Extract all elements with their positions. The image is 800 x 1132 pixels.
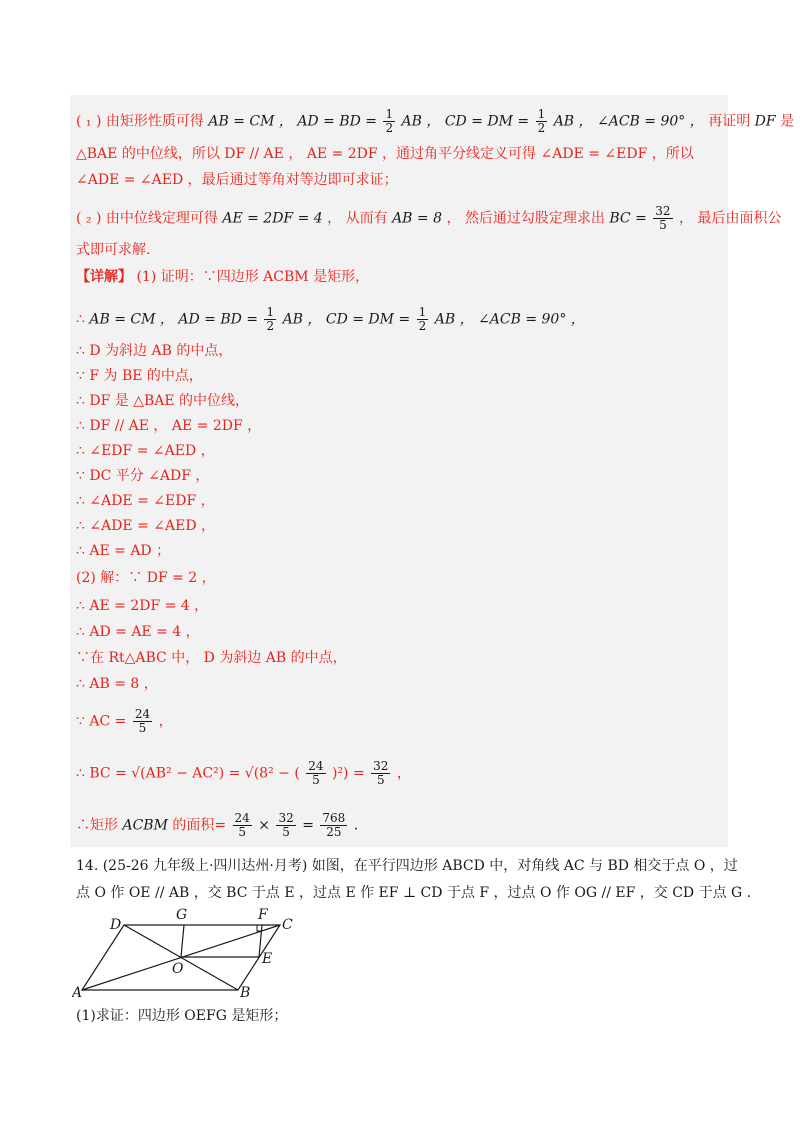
therefore-symbol: ∴ (76, 311, 85, 328)
fraction-den: 5 (238, 825, 246, 839)
detail-line-14: ∴ AD = AE = 4 ， (76, 624, 200, 640)
punctuation: ， (158, 713, 173, 730)
label-a: A (72, 985, 83, 1000)
fraction-num: 768 (322, 811, 346, 825)
detail-line-6: ∴ DF // AE ， AE = 2DF ， (76, 418, 262, 434)
analysis-text: ( ₂ ) 由中位线定理可得 (76, 210, 218, 227)
label-o: O (172, 961, 184, 977)
analysis-line-1 (76, 108, 794, 135)
fraction-half (383, 108, 395, 135)
detail-line-17 (76, 708, 173, 735)
fraction-num: 32 (655, 204, 671, 218)
label-d: D (110, 917, 122, 933)
analysis-text: ， 最后由面积公 (679, 210, 782, 227)
detail-line-10: ∴ ∠ADE = ∠AED ， (76, 518, 216, 534)
analysis-text: ， 从而有 (327, 210, 388, 227)
math-expr: ∵ AC = (76, 713, 127, 730)
fraction-num: 1 (385, 107, 394, 121)
parallelogram-figure (72, 905, 302, 1000)
math-expr: )²) = (331, 765, 365, 782)
punctuation: . (353, 817, 359, 834)
fraction-den: 2 (418, 319, 427, 333)
math-expr: AB ， (434, 311, 474, 328)
analysis-text: ， 然后通过勾股定理求出 (446, 210, 605, 227)
fraction-area (320, 812, 347, 839)
fraction-den: 5 (659, 218, 667, 232)
problem-14-line-2: 点 O 作 OE // AB ，交 BC 于点 E ，过点 E 作 EF ⊥ CD 于点 F ，过点 O 作 OG // EF ，交 CD 于点 G . (76, 885, 752, 901)
detail-line-3: ∴ D 为斜边 AB 的中点， (76, 343, 233, 359)
detail-line-13: ∴ AE = 2DF = 4 ， (76, 598, 209, 614)
fraction-num: 24 (134, 707, 151, 721)
problem-14-subquestion-1: (1)求证：四边形 OEFG 是矩形； (76, 1008, 288, 1024)
math-expr: BC = (609, 210, 647, 227)
detail-line-2 (76, 306, 585, 333)
label-c: C (282, 917, 293, 933)
punctuation: ， (396, 765, 411, 782)
label-b: B (240, 985, 251, 1000)
fraction-num: 32 (278, 811, 294, 825)
fraction-bc (371, 760, 390, 787)
equals-symbol: = (302, 817, 314, 834)
detail-line-8: ∵ DC 平分 ∠ADF ， (76, 468, 210, 484)
detail-label: 【详解】 (76, 269, 132, 285)
math-expr: ∴ BC = √(AB² − AC²) = √(8² − ( (76, 765, 300, 782)
fraction-den: 25 (326, 825, 342, 839)
math-expr: AB ， (553, 113, 593, 130)
fraction-half (536, 108, 548, 135)
math-expr: DF (754, 113, 776, 130)
fraction-den: 5 (282, 825, 290, 839)
analysis-line-3: ∠ADE = ∠AED ，最后通过等角对等边即可求证； (76, 172, 398, 188)
math-expr: AB = CM (208, 113, 275, 130)
detail-line-19 (76, 812, 358, 839)
detail-line-12: (2) 解：∵ DF = 2 ， (76, 570, 216, 586)
fraction-den: 2 (537, 121, 546, 135)
fraction-num: 24 (308, 759, 324, 773)
fraction-num: 32 (373, 759, 389, 773)
fraction-num: 1 (266, 305, 275, 319)
problem-14-line-1: 14. (25-26 九年级上·四川达州·月考) 如图，在平行四边形 ABCD 中，对角线 AC 与 BD 相交于点 O ，过 (76, 858, 738, 874)
detail-text: (1) 证明：∵四边形 ACBM 是矩形， (136, 269, 370, 285)
analysis-text: ( ₁ ) 由矩形性质可得 (76, 113, 204, 130)
math-expr: AB = 8 (392, 210, 442, 227)
fraction-ac (133, 708, 152, 735)
analysis-line-5: 式即可求解. (76, 242, 151, 258)
fraction-den: 2 (266, 319, 275, 333)
detail-text: ∴矩形 (76, 817, 118, 834)
detail-line-16: ∴ AB = 8 ， (76, 676, 158, 692)
detail-line-5: ∴ DF 是 △BAE 的中位线， (76, 393, 250, 409)
label-g: G (176, 907, 188, 923)
fraction-bc (276, 812, 295, 839)
fraction-den: 2 (385, 121, 394, 135)
math-expr: AB = CM ， AD = BD = (89, 311, 259, 328)
analysis-text: 是 (780, 113, 795, 130)
detail-line-15: ∵在 Rt△ABC 中， D 为斜边 AB 的中点， (76, 650, 347, 666)
detail-line-9: ∴ ∠ADE = ∠EDF ， (76, 493, 215, 509)
label-f: F (258, 907, 268, 923)
detail-line-4: ∵ F 为 BE 的中点， (76, 368, 203, 384)
times-symbol: × (258, 817, 271, 834)
math-expr: AB ， CD = DM = (282, 311, 411, 328)
segment-og (181, 925, 184, 957)
math-expr: ACBM (122, 817, 168, 834)
analysis-text: 再证明 (708, 113, 751, 130)
label-e: E (262, 951, 273, 967)
analysis-line-2: △BAE 的中位线，所以 DF // AE ， AE = 2DF ，通过角平分线定义可得 ∠ADE = ∠EDF ，所以 (76, 146, 694, 162)
fraction-half (417, 306, 429, 333)
fraction-den: 5 (312, 773, 320, 787)
detail-line-11: ∴ AE = AD ； (76, 543, 171, 559)
detail-line-18 (76, 760, 411, 787)
fraction-num: 24 (234, 811, 250, 825)
fraction-den: 5 (376, 773, 385, 787)
detail-line-7: ∴ ∠EDF = ∠AED ， (76, 443, 215, 459)
detail-text: 的面积= (172, 817, 227, 834)
fraction-num: 1 (418, 305, 427, 319)
math-expr: AB ， CD = DM = (401, 113, 530, 130)
fraction-den: 5 (138, 721, 147, 735)
fraction-bc (653, 205, 672, 232)
fraction-half (264, 306, 276, 333)
math-expr: ∠ACB = 90° ， (478, 311, 585, 328)
fraction-ac (233, 812, 252, 839)
fraction-num: 1 (537, 107, 546, 121)
analysis-line-4 (76, 205, 781, 232)
math-expr: ， AD = BD = (278, 113, 377, 130)
detail-line-1 (76, 268, 369, 286)
math-expr: AE = 2DF = 4 (222, 210, 323, 227)
math-expr: ∠ACB = 90° ， (597, 113, 704, 130)
fraction-ac (306, 760, 325, 787)
